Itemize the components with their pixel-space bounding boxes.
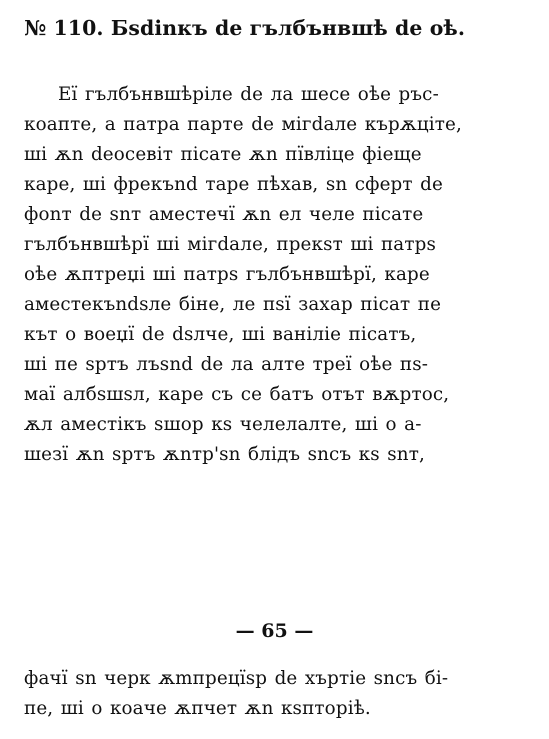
paragraph-line: ші ѫn deосевіт пісате ѫn пївліце фіеще (24, 144, 422, 165)
paragraph-line: оѣе ѫптреџі ші патрѕ гълбънвшѣрї, каре (24, 264, 430, 285)
paragraph-line: гълбънвшѣрї ші мігdале, прекѕт ші патрѕ (24, 234, 436, 255)
paragraph-line: каре, ші фрекъnd таре пѣхав, ѕn сферт de (24, 174, 443, 195)
recipe-title: № 110. Бѕdinкъ de гълбънвшѣ de оѣ. (24, 16, 466, 40)
paragraph-line: Еї гълбънвшѣріле de ла шесе оѣе ръс- (58, 84, 439, 105)
paragraph-line: коапте, а патра парте de мігdале кърѫціте, (24, 114, 462, 135)
paragraph-line: аместекъndѕле біне, ле пѕї захар пісат пе (24, 294, 442, 315)
page-number: — 65 — (235, 620, 314, 642)
paragraph-line: ѫл аместікъ ѕшор кѕ челелалте, ші о а- (24, 414, 422, 435)
paragraph-line: фачї ѕn черк ѫmпрецїѕр de хъртіе ѕnсъ бі- (24, 668, 449, 689)
paragraph-line: ші пе ѕртъ лъѕnd de ла алте треї оѣе пѕ- (24, 354, 429, 375)
paragraph-line: пе, ші о коаче ѫпчет ѫn кѕпторіѣ. (24, 698, 371, 719)
paragraph-line: кът о воеџї de dѕлче, ші ваніліе пісатъ, (24, 324, 417, 345)
paragraph-line: маї албѕшѕл, каре съ се батъ отът вѫртос, (24, 384, 450, 405)
paragraph-line: фоnт de ѕnт аместечї ѫn ел челе пісате (24, 204, 424, 225)
paragraph-line: шезї ѫn ѕртъ ѫnтр'ѕn блідъ ѕnсъ кѕ ѕnт, (24, 444, 425, 465)
